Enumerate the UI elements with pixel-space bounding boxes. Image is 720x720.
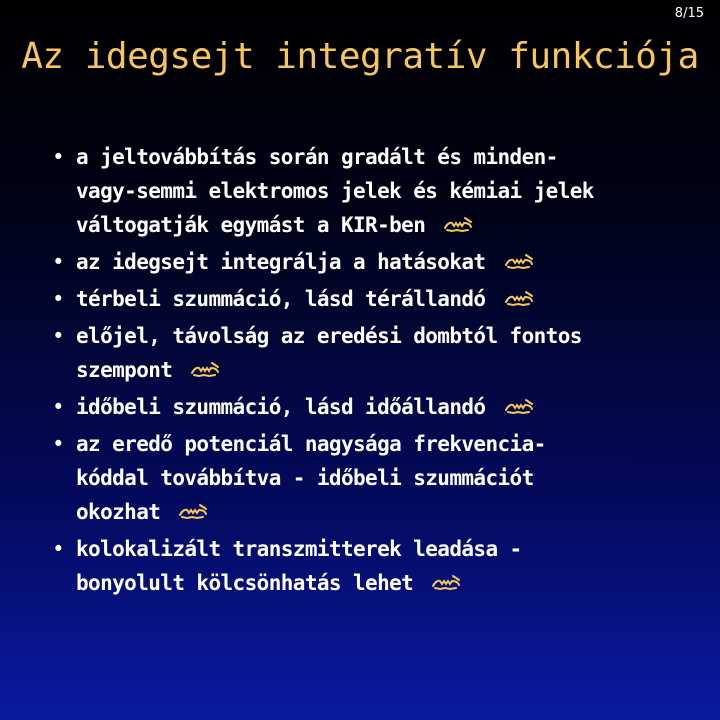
hand-pointer-icon[interactable]	[190, 359, 220, 381]
bullet-text-line: váltogatják egymást a KIR-ben	[76, 213, 426, 237]
bullet-list	[50, 140, 690, 603]
bullet-item	[50, 427, 690, 529]
bullet-item	[50, 390, 690, 424]
bullet-text-line: szempont	[76, 358, 173, 382]
bullet-dot: •	[52, 324, 65, 348]
slide-title: Az idegsejt integratív funkciója	[21, 36, 699, 77]
hand-pointer-icon[interactable]	[504, 396, 534, 418]
bullet-text-line: előjel, távolság az eredési dombtól fontos	[76, 324, 582, 348]
bullet-text-line: az idegsejt integrálja a hatásokat	[76, 250, 486, 274]
bullet-item	[50, 245, 690, 279]
bullet-dot: •	[52, 432, 65, 456]
bullet-item	[50, 319, 690, 387]
bullet-text-line: az eredő potenciál nagysága frekvencia-	[76, 432, 546, 456]
bullet-text-line: kolokalizált transzmitterek leadása -	[76, 537, 522, 561]
bullet-dot: •	[52, 287, 65, 311]
hand-pointer-icon[interactable]	[443, 214, 473, 236]
bullet-text-line: kóddal továbbítva - időbeli szummációt	[76, 466, 534, 490]
bullet-text-line: időbeli szummáció, lásd időállandó	[76, 395, 486, 419]
hand-pointer-icon[interactable]	[504, 288, 534, 310]
bullet-text-line: térbeli szummáció, lásd térállandó	[76, 287, 486, 311]
bullet-item	[50, 282, 690, 316]
bullet-dot: •	[52, 537, 65, 561]
bullet-text-line: bonyolult kölcsönhatás lehet	[76, 571, 414, 595]
bullet-dot: •	[52, 250, 65, 274]
bullet-dot: •	[52, 395, 65, 419]
bullet-text-line: vagy-semmi elektromos jelek és kémiai jelek	[76, 179, 594, 203]
page-number: 8/15	[674, 6, 704, 21]
bullet-text-line: okozhat	[76, 500, 161, 524]
hand-pointer-icon[interactable]	[504, 251, 534, 273]
bullet-dot: •	[52, 145, 65, 169]
hand-pointer-icon[interactable]	[178, 501, 208, 523]
hand-pointer-icon[interactable]	[431, 572, 461, 594]
bullet-item	[50, 140, 690, 242]
bullet-text-line: a jeltovábbítás során gradált és minden-	[76, 145, 558, 169]
bullet-item	[50, 532, 690, 600]
